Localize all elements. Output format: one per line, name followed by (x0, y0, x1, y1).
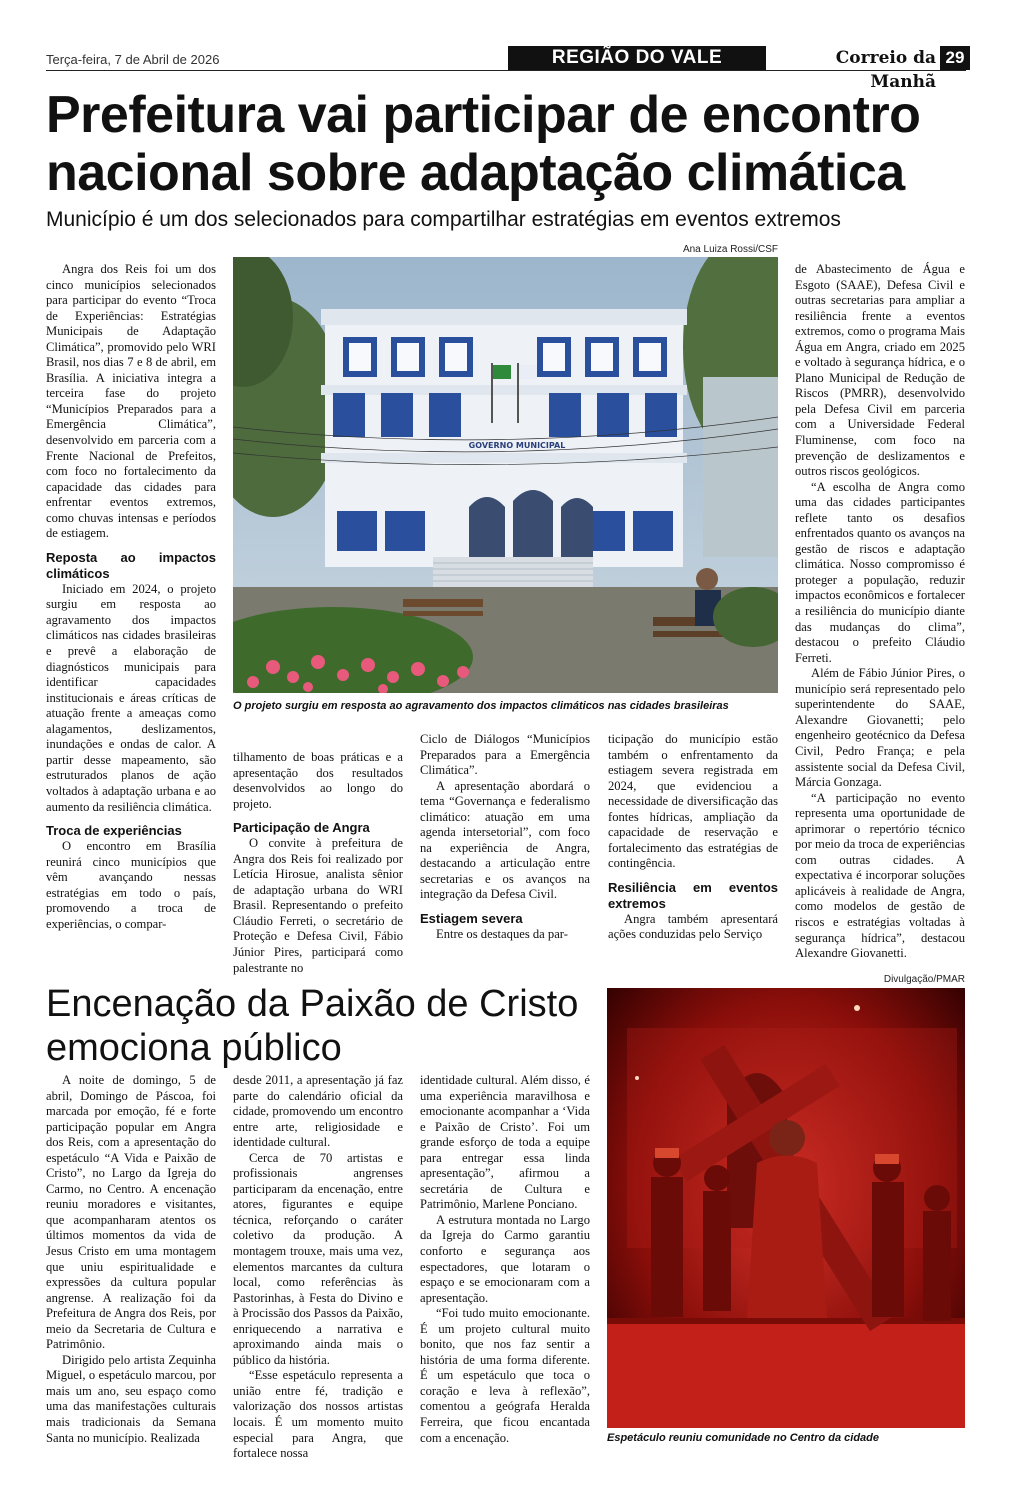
article1-photo-credit: Ana Luiza Rossi/CSF (682, 244, 778, 255)
paragraph: de Abastecimento de Água e Esgoto (SAAE), Defesa Civil e outras secretarias para ampliar a resiliência frente a eventos extremos, como o programa Mais Água em Angra, criado em 2025 e voltado à segurança hídrica, e o Plano Municipal de Redução de Riscos (PMRR), desenvolvido pela Defesa Civil em parceria com a Universidade Federal Fluminense, com foco na prevenção de deslizamentos e outros riscos geológicos. (795, 262, 965, 479)
article1-headline: Prefeitura vai participar de encontro nacional sobre adaptação climática (46, 86, 921, 202)
article1-column-4 (608, 732, 778, 943)
paragraph: Dirigido pelo artista Zequinha Miguel, o espetáculo marcou, por mais um ano, seu espaço como uma das manifestações culturais mais tradicionais da Semana Santa no município. Realizada (46, 1352, 216, 1445)
building-sign-text: GOVERNO MUNICIPAL (468, 441, 566, 450)
paragraph: “Foi tudo muito emocionante. É um projeto cultural muito bonito, que nos faz sentir a história de uma forma diferente. É um espetáculo que toca o coração e leva à reflexão”, comentou a geógrafa Heralda Ferreira, que ficou encantada com a encenação. (420, 1306, 590, 1445)
paragraph: Entre os destaques da par- (436, 927, 568, 942)
header-rule (46, 70, 966, 71)
article2-headline: Encenação da Paixão de Cristo emociona público (46, 983, 579, 1069)
article2-column-2 (233, 1073, 403, 1462)
article1-subhead: Município é um dos selecionados para compartilhar estratégias em eventos extremos (46, 208, 841, 231)
paragraph: Angra também apresentará ações conduzidas pelo Serviço (608, 911, 778, 942)
article1-column-1 (46, 262, 216, 932)
paragraph: identidade cultural. Além disso, é uma experiência maravilhosa e emocionante acompanhar a ‘Vida e Paixão de Cristo’. Foi um grande esforço de toda a equipe para entregar essa linda apresentação”, afirmou a secretária de Cultura e Patrimônio, Marlene Ponciano. (420, 1073, 590, 1212)
page-number: 29 (940, 46, 970, 70)
article2-photo-credit: Divulgação/PMAR (883, 974, 965, 985)
article1-column-5 (795, 262, 965, 962)
paragraph: Cerca de 70 artistas e profissionais angrenses participaram da encenação, entre atores, figurantes e equipe técnica, reforçando o caráter coletivo da produção. A montagem trouxe, mais uma vez, elementos marcantes da cultura local, como referências às Pastorinhas, à Festa do Divino e à Procissão dos Passos da Paixão, enriquecendo a narrativa e aproximando ainda mais o público da história. (233, 1150, 404, 1367)
page-header (46, 46, 966, 92)
paragraph: O convite à prefeitura de Angra dos Reis foi realizado por Letícia Hirosue, analista sênior de adaptação urbana do WRI Brasil. Representando o prefeito Cláudio Ferreti, o secretário de Proteção e Defesa Civil, Fábio Júnior Pires, participará como palestrante no (233, 836, 403, 975)
paragraph: Iniciado em 2024, o projeto surgiu em resposta ao agravamento dos impactos climáticos nas cidades brasileiras e prevê a elaboração de diagnósticos municipais para identificar capacidades institucionais e áreas críticas de atuação frente a ameaças como alagamentos, deslizamentos, inundações e ondas de calor. A partir desse mapeamento, são estruturados planos de ação voltados à adaptação urbana e ao aumento da resiliência climática. (46, 581, 216, 814)
paragraph: “A escolha de Angra como uma das cidades participantes reflete tanto os desafios enfrentados quanto os avanços na gestão de riscos e adaptação climática. Nosso compromisso é proteger a população, reduzir impactos econômicos e fortalecer a resiliência do município diante das mudanças do clima”, destacou o prefeito Cláudio Ferreti. (795, 479, 965, 665)
paragraph: tilhamento de boas práticas e a apresentação dos resultados desenvolvidos ao longo do projeto. (233, 750, 403, 811)
subheading: Estiagem severa (420, 911, 523, 927)
paragraph: Ciclo de Diálogos “Municípios Preparados para a Emergência Climática”. (420, 732, 590, 778)
section-label: REGIÃO DO VALE (508, 46, 766, 70)
article2-photo-passion-play (607, 988, 965, 1428)
article1-photo-town-hall (233, 257, 778, 693)
article1-column-2 (233, 750, 403, 976)
paragraph: desde 2011, a apresentação já faz parte do calendário oficial da cidade, promovendo um encontro entre arte, religiosidade e identidade cultural. (233, 1073, 403, 1150)
article1-column-3 (420, 732, 590, 943)
article2-photo-caption: Espetáculo reuniu comunidade no Centro da cidade (607, 1432, 879, 1444)
paragraph: “A participação no evento representa uma oportunidade de aprimorar o repertório técnico por meio da troca de experiências com outras cidades. A expectativa é incorporar soluções aplicáveis à realidade de Angra, como modelos de gestão de riscos e estratégias voltadas à segurança hídrica”, destacou Alexandre Giovanetti. (795, 790, 965, 961)
article2-column-3 (420, 1073, 590, 1446)
subheading: Resiliência em eventos extremos (608, 879, 778, 911)
paragraph: A estrutura montada no Largo da Igreja do Carmo garantiu conforto e segurança aos espectadores, que lotaram o espaço e se emocionaram com a apresentação. (420, 1212, 590, 1305)
article1-photo-caption: O projeto surgiu em resposta ao agravamento dos impactos climáticos nas cidades brasileiras (233, 700, 729, 712)
paragraph: Angra dos Reis foi um dos cinco municípios selecionados para participar do evento “Troca de Experiências: Estratégias Municipais de Adaptação Climática”, promovido pelo WRI Brasil, nos dias 7 e 8 de abril, em Brasília. A iniciativa integra a terceira fase do projeto “Municípios Preparados para a Emergência Climática”, desenvolvido em parceria com a Frente Nacional de Prefeitos, com foco no fortalecimento da capacidade das cidades para enfrentar eventos extremos, como chuvas intensas e períodos de estiagem. (46, 262, 216, 541)
article2-column-1 (46, 1073, 216, 1446)
paragraph: O encontro em Brasília reunirá cinco municípios que vêm avançando nessas estratégias em todo o país, promovendo a troca de experiências, o compar- (46, 839, 216, 931)
issue-date: Terça-feira, 7 de Abril de 2026 (46, 52, 220, 67)
subheading: Reposta ao impactos climáticos (46, 549, 216, 581)
subheading: Participação de Angra (233, 820, 370, 836)
newspaper-brand: Correio da Manhã (835, 48, 936, 92)
paragraph: A apresentação abordará o tema “Governança e federalismo climático: atuação em uma agenda intersetorial”, com foco na experiência de Angra, destacando a articulação entre secretarias e os avanços na integração da Defesa Civil. (420, 778, 590, 902)
subheading: Troca de experiências (46, 823, 182, 839)
paragraph: A noite de domingo, 5 de abril, Domingo de Páscoa, foi marcada por emoção, fé e forte participação popular em Angra dos Reis, com a apresentação do espetáculo “A Vida e Paixão de Cristo”, no Largo da Igreja do Carmo, no Centro. A encenação reuniu moradores e visitantes, que acompanharam atentos os últimos momentos da vida de Jesus Cristo em uma montagem que uniu espiritualidade e expressões da cultura popular angrense. A realização foi da Prefeitura de Angra dos Reis, por meio da Secretaria de Cultura e Patrimônio. (46, 1073, 216, 1352)
paragraph: ticipação do município estão também o enfrentamento da estiagem severa registrada em 2024, que evidenciou a necessidade de diversificação das fontes hídricas, ampliação da capacidade de reservação e fortalecimento das estratégias de contingência. (608, 732, 778, 871)
paragraph: Além de Fábio Júnior Pires, o município será representado pelo superintendente do SAAE, Alexandre Giovanetti; pelo engenheiro geotécnico da Defesa Civil, Pedro França; e pela assistente social da Defesa Civil, Márcia Gonzaga. (795, 666, 965, 790)
paragraph: “Esse espetáculo representa a união entre fé, tradição e valorização dos nossos artistas locais. É um momento muito especial para Angra, que fortalece nossa (233, 1368, 403, 1461)
